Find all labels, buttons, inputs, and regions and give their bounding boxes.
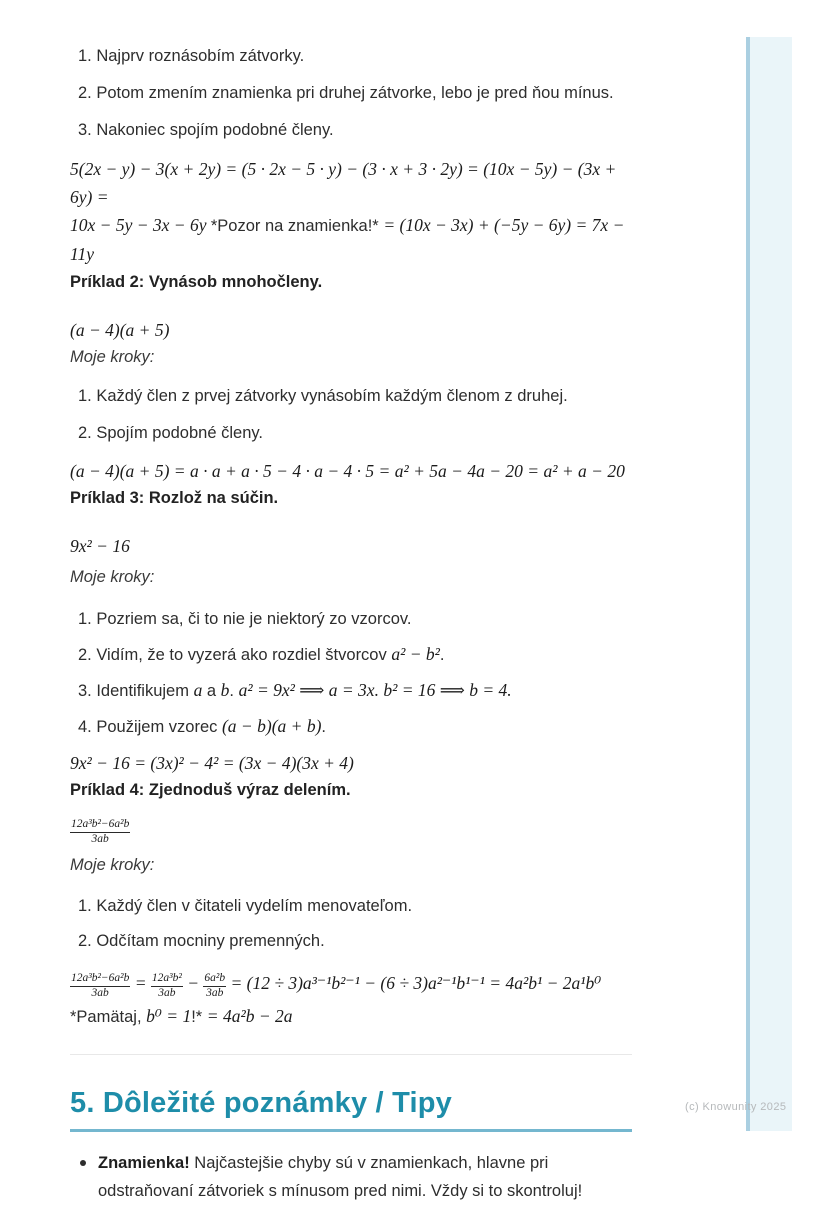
example4-result-tail: = (12 ÷ 3)a³⁻¹b²⁻¹ − (6 ÷ 3)a²⁻¹b¹⁻¹ = 4a²b¹ − 2a¹b⁰ bbox=[226, 973, 602, 993]
example3-step-1: 1. Pozriem sa, či to nie je niektorý zo vzorcov. bbox=[78, 610, 412, 628]
intro-step-2: 2. Potom zmením znamienka pri druhej zátvorke, lebo je pred ňou mínus. bbox=[78, 84, 614, 102]
example1-solution-line1: 5(2x − y) − 3(x + 2y) = (5 · 2x − 5 · y) − (3 · x + 3 · 2y) = (10x − 5y) − (3x + 6y) = bbox=[70, 159, 617, 207]
example3-step3-mid: a bbox=[202, 682, 221, 700]
example4-steps-label: Moje kroky: bbox=[70, 856, 155, 874]
scrollbar-track[interactable] bbox=[746, 37, 792, 1131]
example2-step-1: 1. Každý člen z prvej zátvorky vynásobím každým členom z druhej. bbox=[78, 387, 568, 405]
example2-steps-label: Moje kroky: bbox=[70, 348, 155, 366]
example2-steps-list bbox=[70, 384, 632, 445]
example3-step3-text: 3. Identifikujem bbox=[78, 682, 194, 700]
example3-result: 9x² − 16 = (3x)² − 4² = (3x − 4)(3x + 4) bbox=[70, 753, 354, 773]
fraction-denominator: 3ab bbox=[91, 987, 109, 999]
result-fraction-1 bbox=[70, 972, 130, 1001]
intro-step-1: 1. Najprv roznásobím zátvorky. bbox=[78, 47, 305, 65]
example4-note-mid: !* bbox=[191, 1007, 207, 1026]
tips-bullet-item bbox=[70, 1149, 632, 1205]
example4-heading: Príklad 4: Zjednoduš výraz delením. bbox=[70, 781, 351, 799]
example1-solution-line2 bbox=[70, 211, 632, 268]
example3-step-4 bbox=[78, 714, 632, 739]
example1-line2-math-a: 10x − 5y − 3x − 6y bbox=[70, 215, 211, 235]
example3-expression: 9x² − 16 bbox=[70, 536, 130, 556]
example4-note-math: b⁰ = 1 bbox=[146, 1005, 192, 1026]
example3-step4-text: 4. Použijem vzorec bbox=[78, 718, 222, 736]
example3-steps-label: Moje kroky: bbox=[70, 568, 155, 586]
example2-step-2: 2. Spojím podobné členy. bbox=[78, 424, 263, 442]
example3-step2-text: 2. Vidím, že to vyzerá ako rozdiel štvorcov bbox=[78, 646, 392, 664]
fraction-numerator: 12a³b²−6a²b bbox=[70, 972, 130, 987]
example3-step3-math1: a bbox=[193, 680, 203, 700]
section-divider bbox=[70, 1054, 632, 1055]
example4-expression-fraction bbox=[70, 818, 130, 847]
section5-heading-underline bbox=[70, 1129, 632, 1132]
fraction-denominator: 3ab bbox=[206, 987, 224, 999]
bullet-icon bbox=[80, 1160, 86, 1166]
example2-heading: Príklad 2: Vynásob mnohočleny. bbox=[70, 273, 323, 291]
example1-line2-math-b: = (10x − 3x) + (−5y − 6y) = 7x − 11y bbox=[70, 215, 625, 264]
watermark: (c) Knowunity 2025 bbox=[685, 1101, 787, 1113]
example4-note-prefix: *Pamätaj, bbox=[70, 1007, 147, 1026]
fraction-denominator: 3ab bbox=[158, 987, 176, 999]
tips-bullet-text bbox=[98, 1149, 632, 1205]
example4-note bbox=[70, 1003, 632, 1030]
fraction-numerator: 12a³b²−6a²b bbox=[70, 818, 130, 833]
result-fraction-2 bbox=[151, 972, 183, 1001]
example4-steps-list bbox=[70, 894, 632, 953]
example4-step-2: 2. Odčítam mocniny premenných. bbox=[78, 932, 325, 950]
fraction-denominator: 3ab bbox=[91, 832, 109, 845]
document-page bbox=[70, 0, 632, 1205]
intro-steps-list bbox=[70, 44, 632, 142]
fraction-numerator: 6a²b bbox=[203, 972, 226, 987]
example4-step-1: 1. Každý člen v čitateli vydelím menovateľom. bbox=[78, 897, 413, 915]
example3-step2-math: a² − b² bbox=[391, 644, 440, 664]
section5-heading: 5. Dôležité poznámky / Tipy bbox=[70, 1086, 452, 1119]
equals-sign: = bbox=[130, 973, 151, 993]
example3-step-2 bbox=[78, 642, 632, 667]
example3-step4-math: (a − b)(a + b) bbox=[221, 716, 322, 736]
example4-result bbox=[70, 967, 632, 1001]
example1-line2-note: *Pozor na znamienka!* bbox=[210, 217, 384, 235]
result-fraction-3 bbox=[203, 972, 226, 1001]
example3-step3-dot: . bbox=[229, 682, 239, 700]
example3-step3-math2: b bbox=[220, 680, 230, 700]
example4-note-math2: = 4a²b − 2a bbox=[206, 1005, 293, 1026]
example3-step-3 bbox=[78, 678, 632, 703]
example3-steps-list bbox=[70, 607, 632, 739]
example2-expression: (a − 4)(a + 5) bbox=[70, 320, 170, 340]
example2-result: (a − 4)(a + 5) = a · a + a · 5 − 4 · a − 4 · 5 = a² + 5a − 4a − 20 = a² + a − 20 bbox=[70, 461, 625, 481]
example4-expression bbox=[70, 818, 632, 850]
example3-step4-tail: . bbox=[321, 718, 327, 736]
minus-sign: − bbox=[182, 973, 204, 993]
example3-heading: Príklad 3: Rozlož na súčin. bbox=[70, 489, 279, 507]
tips-bullet-rest: Najčastejšie chyby sú v znamienkach, hlavne pri odstraňovaní zátvoriek s mínusom pred nimi. Vždy si to skontroluj! bbox=[98, 1153, 583, 1200]
tips-bullet-bold: Znamienka! bbox=[98, 1153, 190, 1172]
example3-step3-math3: a² = 9x² ⟹ a = 3x. b² = 16 ⟹ b = 4. bbox=[238, 680, 512, 700]
fraction-numerator: 12a³b² bbox=[151, 972, 183, 987]
example3-step2-tail: . bbox=[439, 646, 445, 664]
intro-step-3: 3. Nakoniec spojím podobné členy. bbox=[78, 121, 334, 139]
